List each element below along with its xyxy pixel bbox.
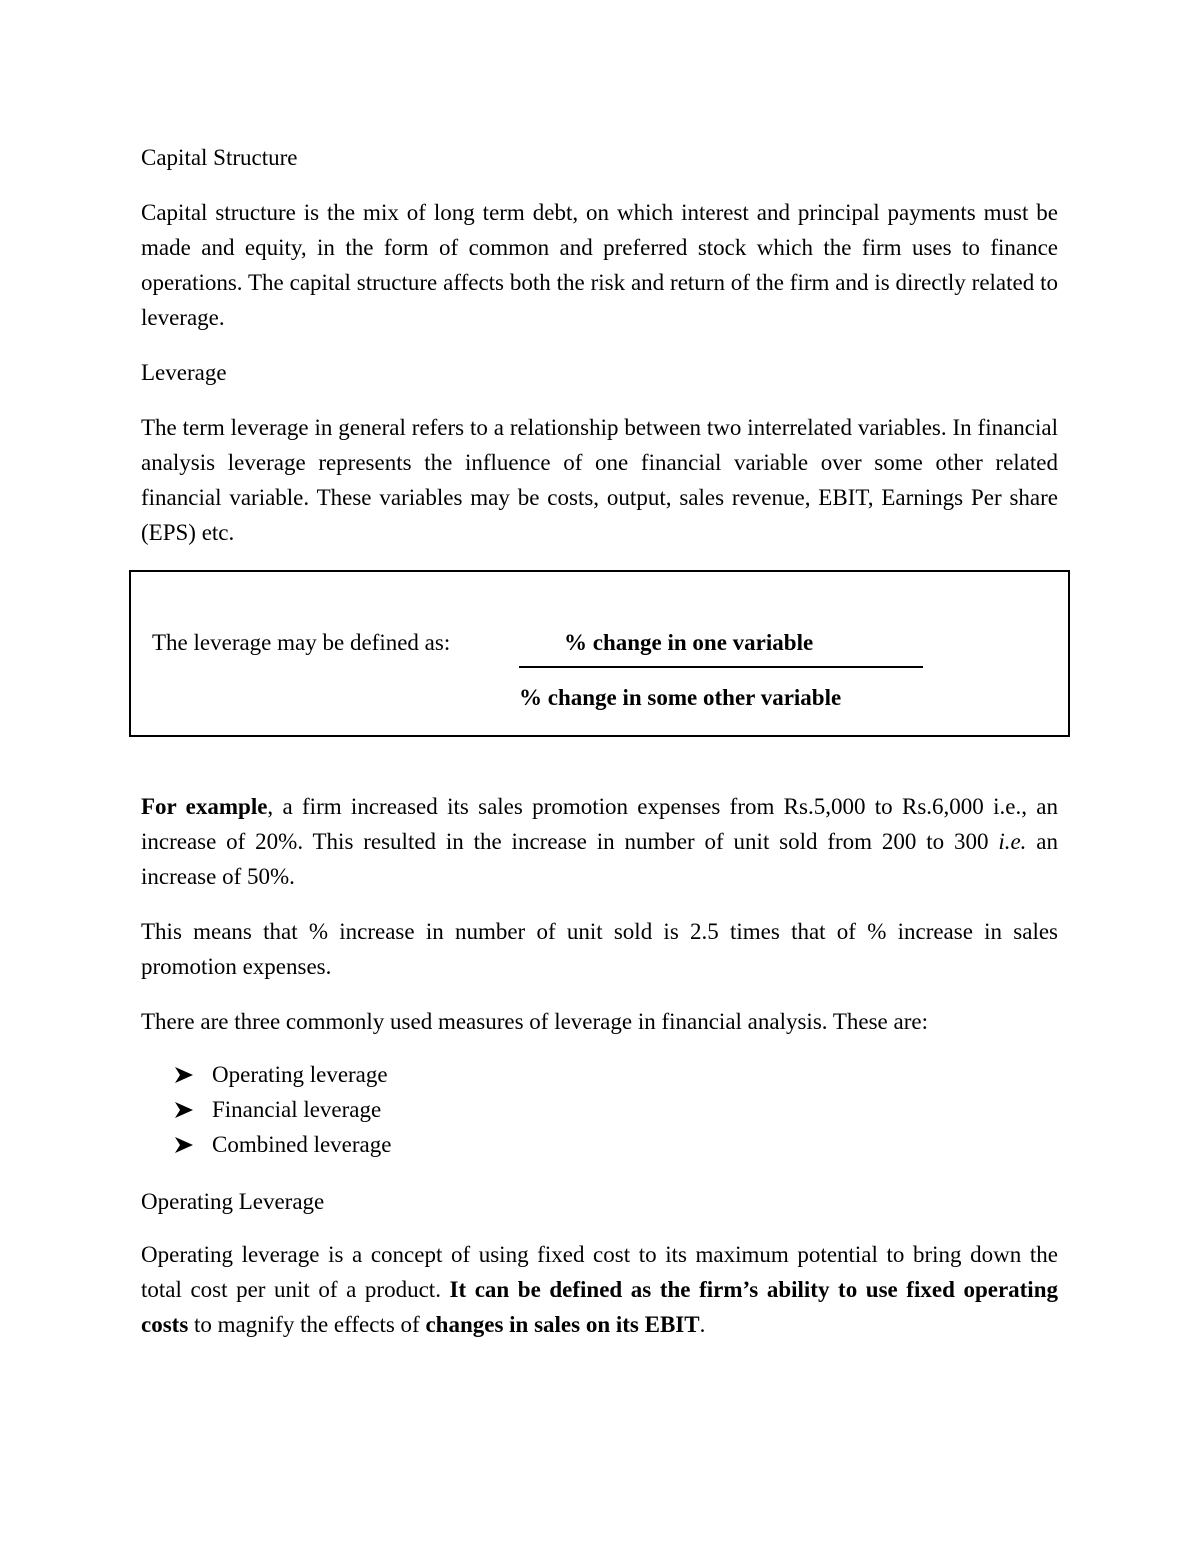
paragraph-three-measures: There are three commonly used measures of leverage in financial analysis. These are:	[141, 1009, 928, 1034]
example-ie: i.e.	[998, 829, 1027, 854]
operating-part2: to magnify the effects of	[188, 1312, 426, 1337]
example-part2: an increase of 50%.	[141, 829, 1058, 889]
paragraph-operating-leverage	[141, 1237, 1058, 1342]
paragraph-capital-structure: Capital structure is the mix of long term debt, on which interest and principal payments must be made and equity, in the form of common and preferred stock which the firm uses to finance operations. The capital structure affects both the risk and return of the firm and is directly related to leverage.	[141, 200, 1058, 330]
operating-bold1: It can be defined as the firm’s ability to use fixed operating costs	[141, 1277, 1058, 1337]
list-item	[174, 1057, 391, 1092]
paragraph-example	[141, 789, 1058, 894]
list-item	[174, 1127, 391, 1162]
formula-numerator: % change in one variable	[564, 630, 814, 655]
formula-box	[129, 570, 1070, 737]
heading-capital-structure: Capital Structure	[141, 145, 298, 170]
example-part1: , a firm increased its sales promotion expenses from Rs.5,000 to Rs.6,000 i.e., an increase of 20%. This resulted in the increase in number of unit sold from 200 to 300	[141, 794, 1058, 854]
measures-list	[174, 1057, 391, 1162]
heading-operating-leverage: Operating Leverage	[141, 1189, 325, 1214]
paragraph-means: This means that % increase in number of unit sold is 2.5 times that of % increase in sales promotion expenses.	[141, 919, 1058, 979]
operating-part3: .	[699, 1312, 706, 1337]
example-lead: For example	[141, 794, 268, 819]
formula-denominator: % change in some other variable	[519, 685, 842, 710]
arrow-bullet-icon	[174, 1136, 194, 1154]
measure-label: Combined leverage	[212, 1132, 392, 1157]
arrow-bullet-icon	[174, 1066, 194, 1084]
operating-part1: Operating leverage is a concept of using fixed cost to its maximum potential to bring down the total cost per unit of a product.	[141, 1242, 1058, 1302]
operating-bold2: changes in sales on its EBIT	[425, 1312, 700, 1337]
arrow-bullet-icon	[174, 1101, 194, 1119]
paragraph-leverage: The term leverage in general refers to a relationship between two interrelated variables. In financial analysis leverage represents the influence of one financial variable over some other related financial variable. These variables may be costs, output, sales revenue, EBIT, Earnings Per share (EPS) etc.	[141, 415, 1058, 545]
formula-label: The leverage may be defined as:	[152, 630, 451, 655]
heading-leverage: Leverage	[141, 360, 227, 385]
measure-label: Financial leverage	[212, 1097, 382, 1122]
fraction-bar	[519, 666, 923, 668]
measure-label: Operating leverage	[212, 1062, 388, 1087]
list-item	[174, 1092, 391, 1127]
